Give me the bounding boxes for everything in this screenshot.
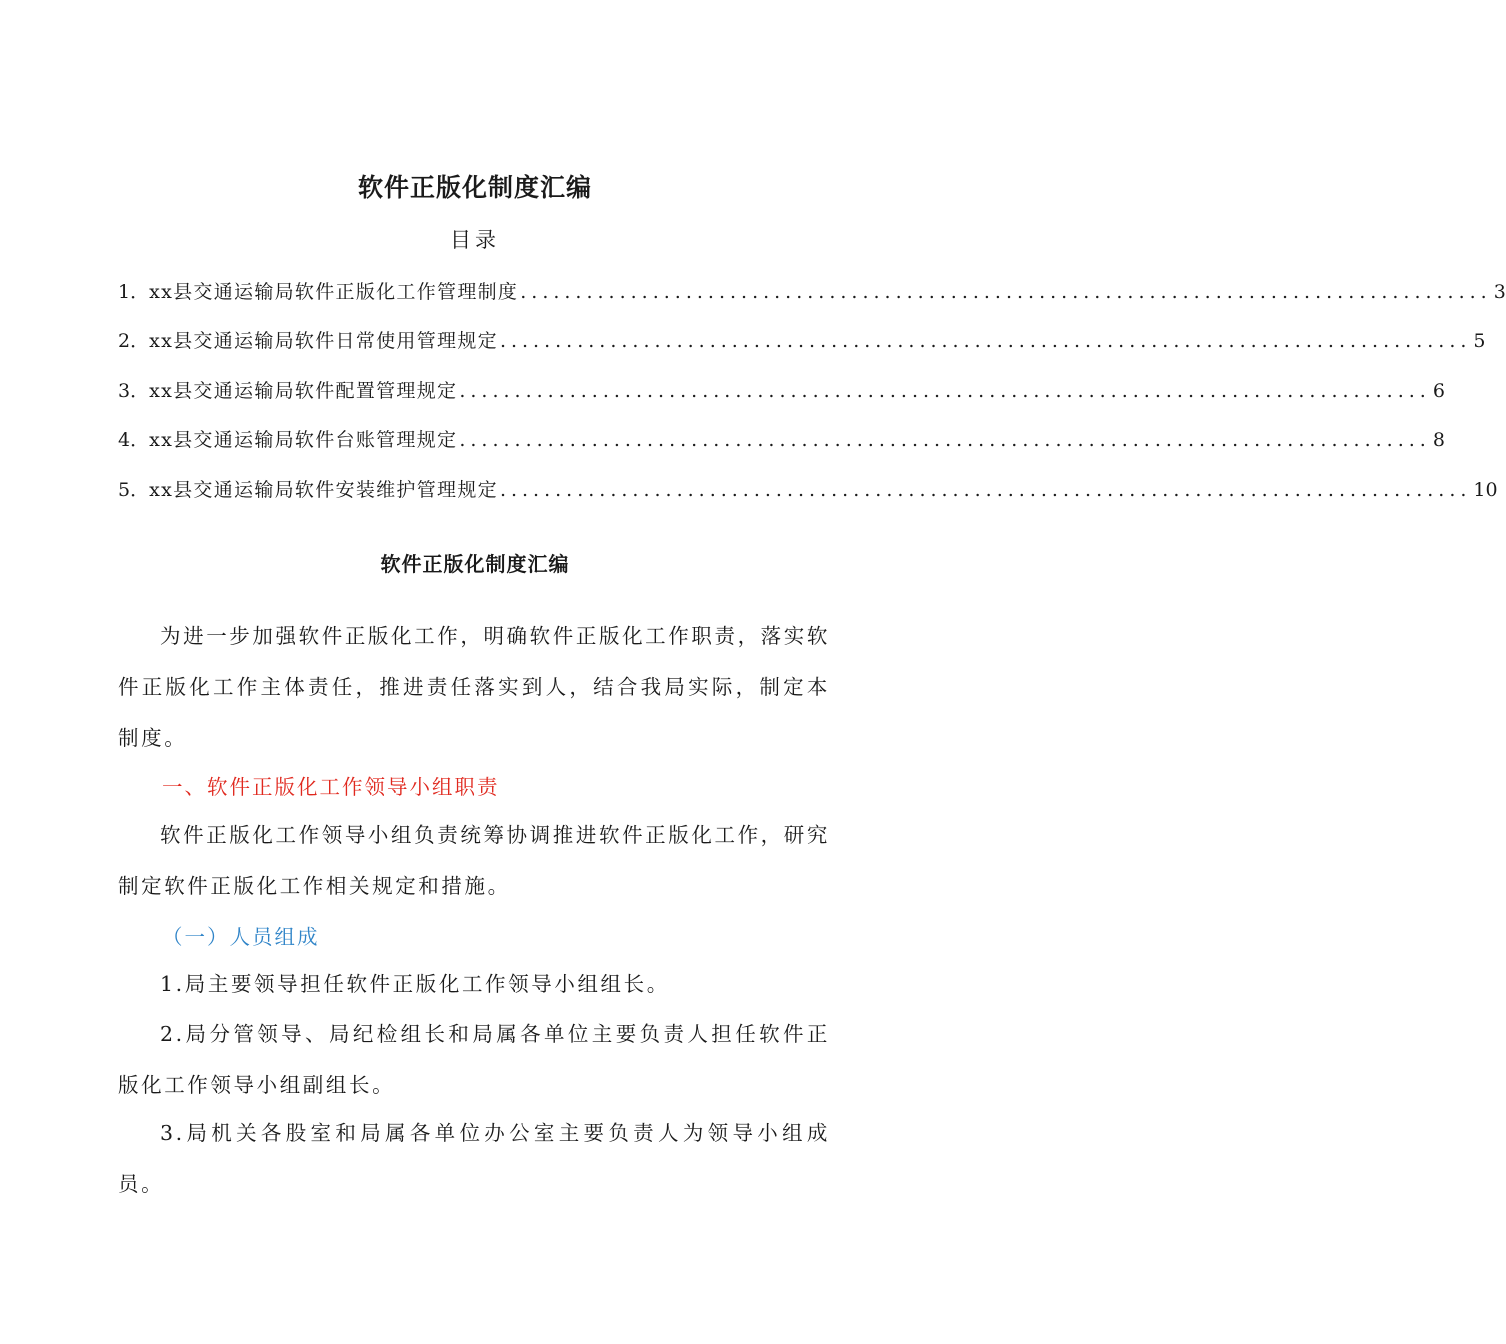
- toc-entry: [118, 326, 1486, 356]
- toc-entry-page: 10: [1473, 479, 1498, 501]
- toc-leader-dots: ........................................................................................: [499, 330, 1472, 352]
- toc-entry-number: 3．: [118, 380, 150, 402]
- toc-entry-label: xx县交通运输局软件安装维护管理规定: [149, 479, 498, 501]
- toc-leader-dots: ........................................................................................: [520, 281, 1492, 303]
- toc-leader-dots: ........................................................................................: [459, 429, 1431, 451]
- toc-leader-dots: ........................................................................................: [459, 380, 1431, 402]
- toc-entry-label: xx县交通运输局软件配置管理规定: [149, 380, 458, 402]
- intro-paragraph: 为进一步加强软件正版化工作，明确软件正版化工作职责，落实软件正版化工作主体责任，推进责任落实到人，结合我局实际，制定本制度。: [118, 624, 830, 750]
- toc-heading: 目录: [450, 228, 500, 252]
- toc-entry-page: 5: [1473, 330, 1486, 352]
- toc-entry-label: xx县交通运输局软件正版化工作管理制度: [149, 281, 519, 303]
- subsection-heading: （一）人员组成: [162, 925, 320, 949]
- toc-entry-label: xx县交通运输局软件日常使用管理规定: [149, 330, 498, 352]
- body-paragraph: 软件正版化工作领导小组负责统筹协调推进软件正版化工作，研究制定软件正版化工作相关规定和措施。: [118, 823, 830, 898]
- toc-leader-dots: ........................................................................................: [499, 479, 1472, 501]
- toc-entry: [118, 376, 1445, 406]
- toc-entry-number: 1．: [118, 281, 150, 303]
- toc-entry-page: 8: [1432, 429, 1445, 451]
- toc-entry-number: 2．: [118, 330, 150, 352]
- toc-entry-label: xx县交通运输局软件台账管理规定: [149, 429, 458, 451]
- toc-entry-page: 3: [1493, 281, 1506, 303]
- list-item: 3.局机关各股室和局属各单位办公室主要负责人为领导小组成员。: [118, 1121, 830, 1196]
- toc-entry: [118, 475, 1498, 505]
- toc-entry-number: 4．: [118, 429, 150, 451]
- section-title: 软件正版化制度汇编: [380, 552, 570, 576]
- toc-entry-number: 5．: [118, 479, 150, 501]
- document-title: 软件正版化制度汇编: [357, 173, 592, 202]
- toc-entry: [118, 277, 1506, 307]
- toc-entry-page: 6: [1432, 380, 1445, 402]
- list-item: 2.局分管领导、局纪检组长和局属各单位主要负责人担任软件正版化工作领导小组副组长。: [118, 1022, 830, 1097]
- toc-entry: [118, 425, 1445, 455]
- list-item: 1.局主要领导担任软件正版化工作领导小组组长。: [160, 972, 670, 996]
- section-heading: 一、软件正版化工作领导小组职责: [162, 775, 500, 799]
